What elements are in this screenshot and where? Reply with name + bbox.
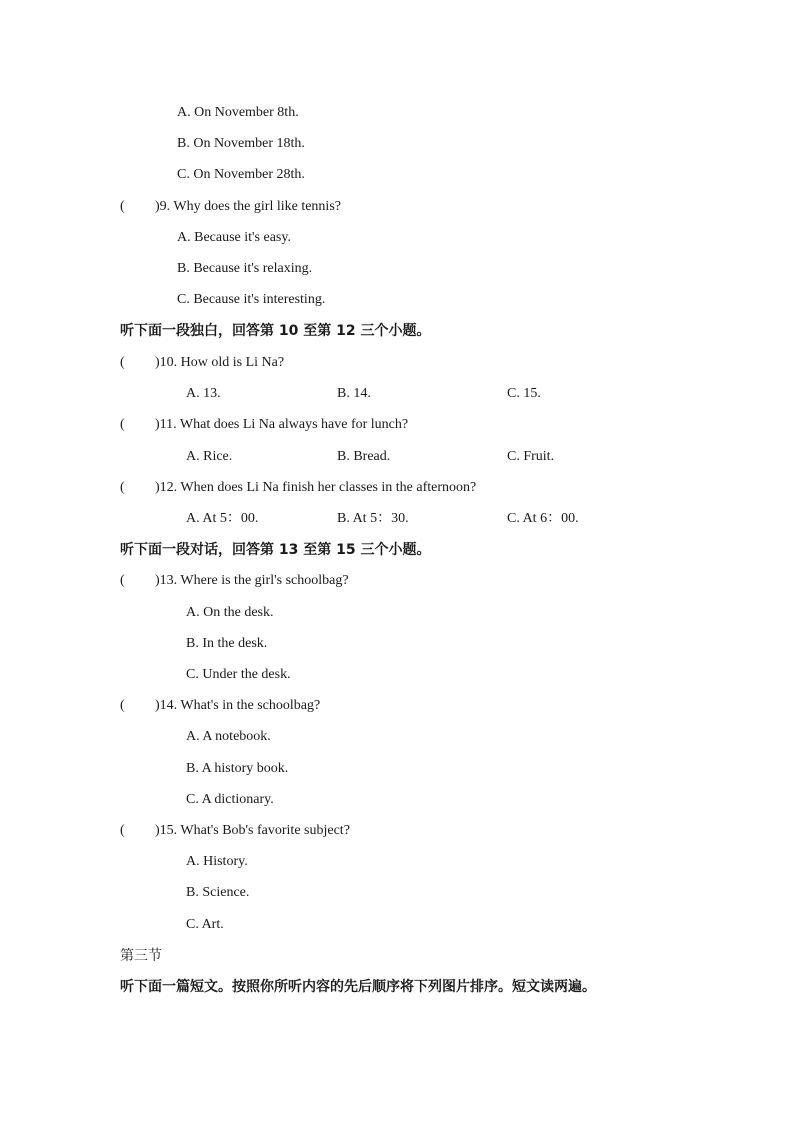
answer-bracket: ( — [120, 355, 125, 370]
question-10-text: )10. How old is Li Na? — [155, 355, 285, 370]
q13-option-a: A. On the desk. — [186, 605, 274, 620]
section-heading-13-15: 听下面一段对话，回答第 13 至第 15 三个小题。 — [120, 542, 431, 558]
answer-bracket: ( — [120, 823, 125, 838]
q12-option-a: A. At 5：00. — [186, 511, 259, 526]
section-3-instruction: 听下面一篇短文。按照你所听内容的先后顺序将下列图片排序。短文读两遍。 — [120, 979, 596, 995]
question-14-text: )14. What's in the schoolbag? — [155, 698, 321, 713]
q10-option-c: C. 15. — [507, 386, 541, 401]
answer-bracket: ( — [120, 573, 125, 588]
answer-bracket: ( — [120, 698, 125, 713]
q9-option-b: B. Because it's relaxing. — [177, 261, 313, 276]
answer-bracket: ( — [120, 480, 125, 495]
section-3-title: 第三节 — [120, 948, 162, 964]
q14-option-c: C. A dictionary. — [186, 792, 274, 807]
question-11-text: )11. What does Li Na always have for lunch? — [155, 417, 409, 432]
question-15-text: )15. What's Bob's favorite subject? — [155, 823, 350, 838]
answer-bracket: ( — [120, 417, 125, 432]
q8-option-c: C. On November 28th. — [177, 167, 305, 182]
q9-option-c: C. Because it's interesting. — [177, 292, 326, 307]
question-13-text: )13. Where is the girl's schoolbag? — [155, 573, 349, 588]
q14-option-b: B. A history book. — [186, 761, 289, 776]
q8-option-a: A. On November 8th. — [177, 105, 299, 120]
q10-option-b: B. 14. — [337, 386, 371, 401]
q13-option-c: C. Under the desk. — [186, 667, 291, 682]
q15-option-c: C. Art. — [186, 917, 224, 932]
q13-option-b: B. In the desk. — [186, 636, 268, 651]
q9-option-a: A. Because it's easy. — [177, 230, 291, 245]
q11-option-a: A. Rice. — [186, 449, 233, 464]
q11-option-c: C. Fruit. — [507, 449, 555, 464]
question-12-text: )12. When does Li Na finish her classes in the afternoon? — [155, 480, 477, 495]
q15-option-a: A. History. — [186, 854, 248, 869]
q12-option-b: B. At 5：30. — [337, 511, 409, 526]
q8-option-b: B. On November 18th. — [177, 136, 305, 151]
q11-option-b: B. Bread. — [337, 449, 391, 464]
answer-bracket: ( — [120, 199, 125, 214]
q12-option-c: C. At 6：00. — [507, 511, 579, 526]
q15-option-b: B. Science. — [186, 885, 250, 900]
section-heading-10-12: 听下面一段独白，回答第 10 至第 12 三个小题。 — [120, 323, 431, 339]
q10-option-a: A. 13. — [186, 386, 221, 401]
q14-option-a: A. A notebook. — [186, 729, 271, 744]
question-9-text: )9. Why does the girl like tennis? — [155, 199, 341, 214]
